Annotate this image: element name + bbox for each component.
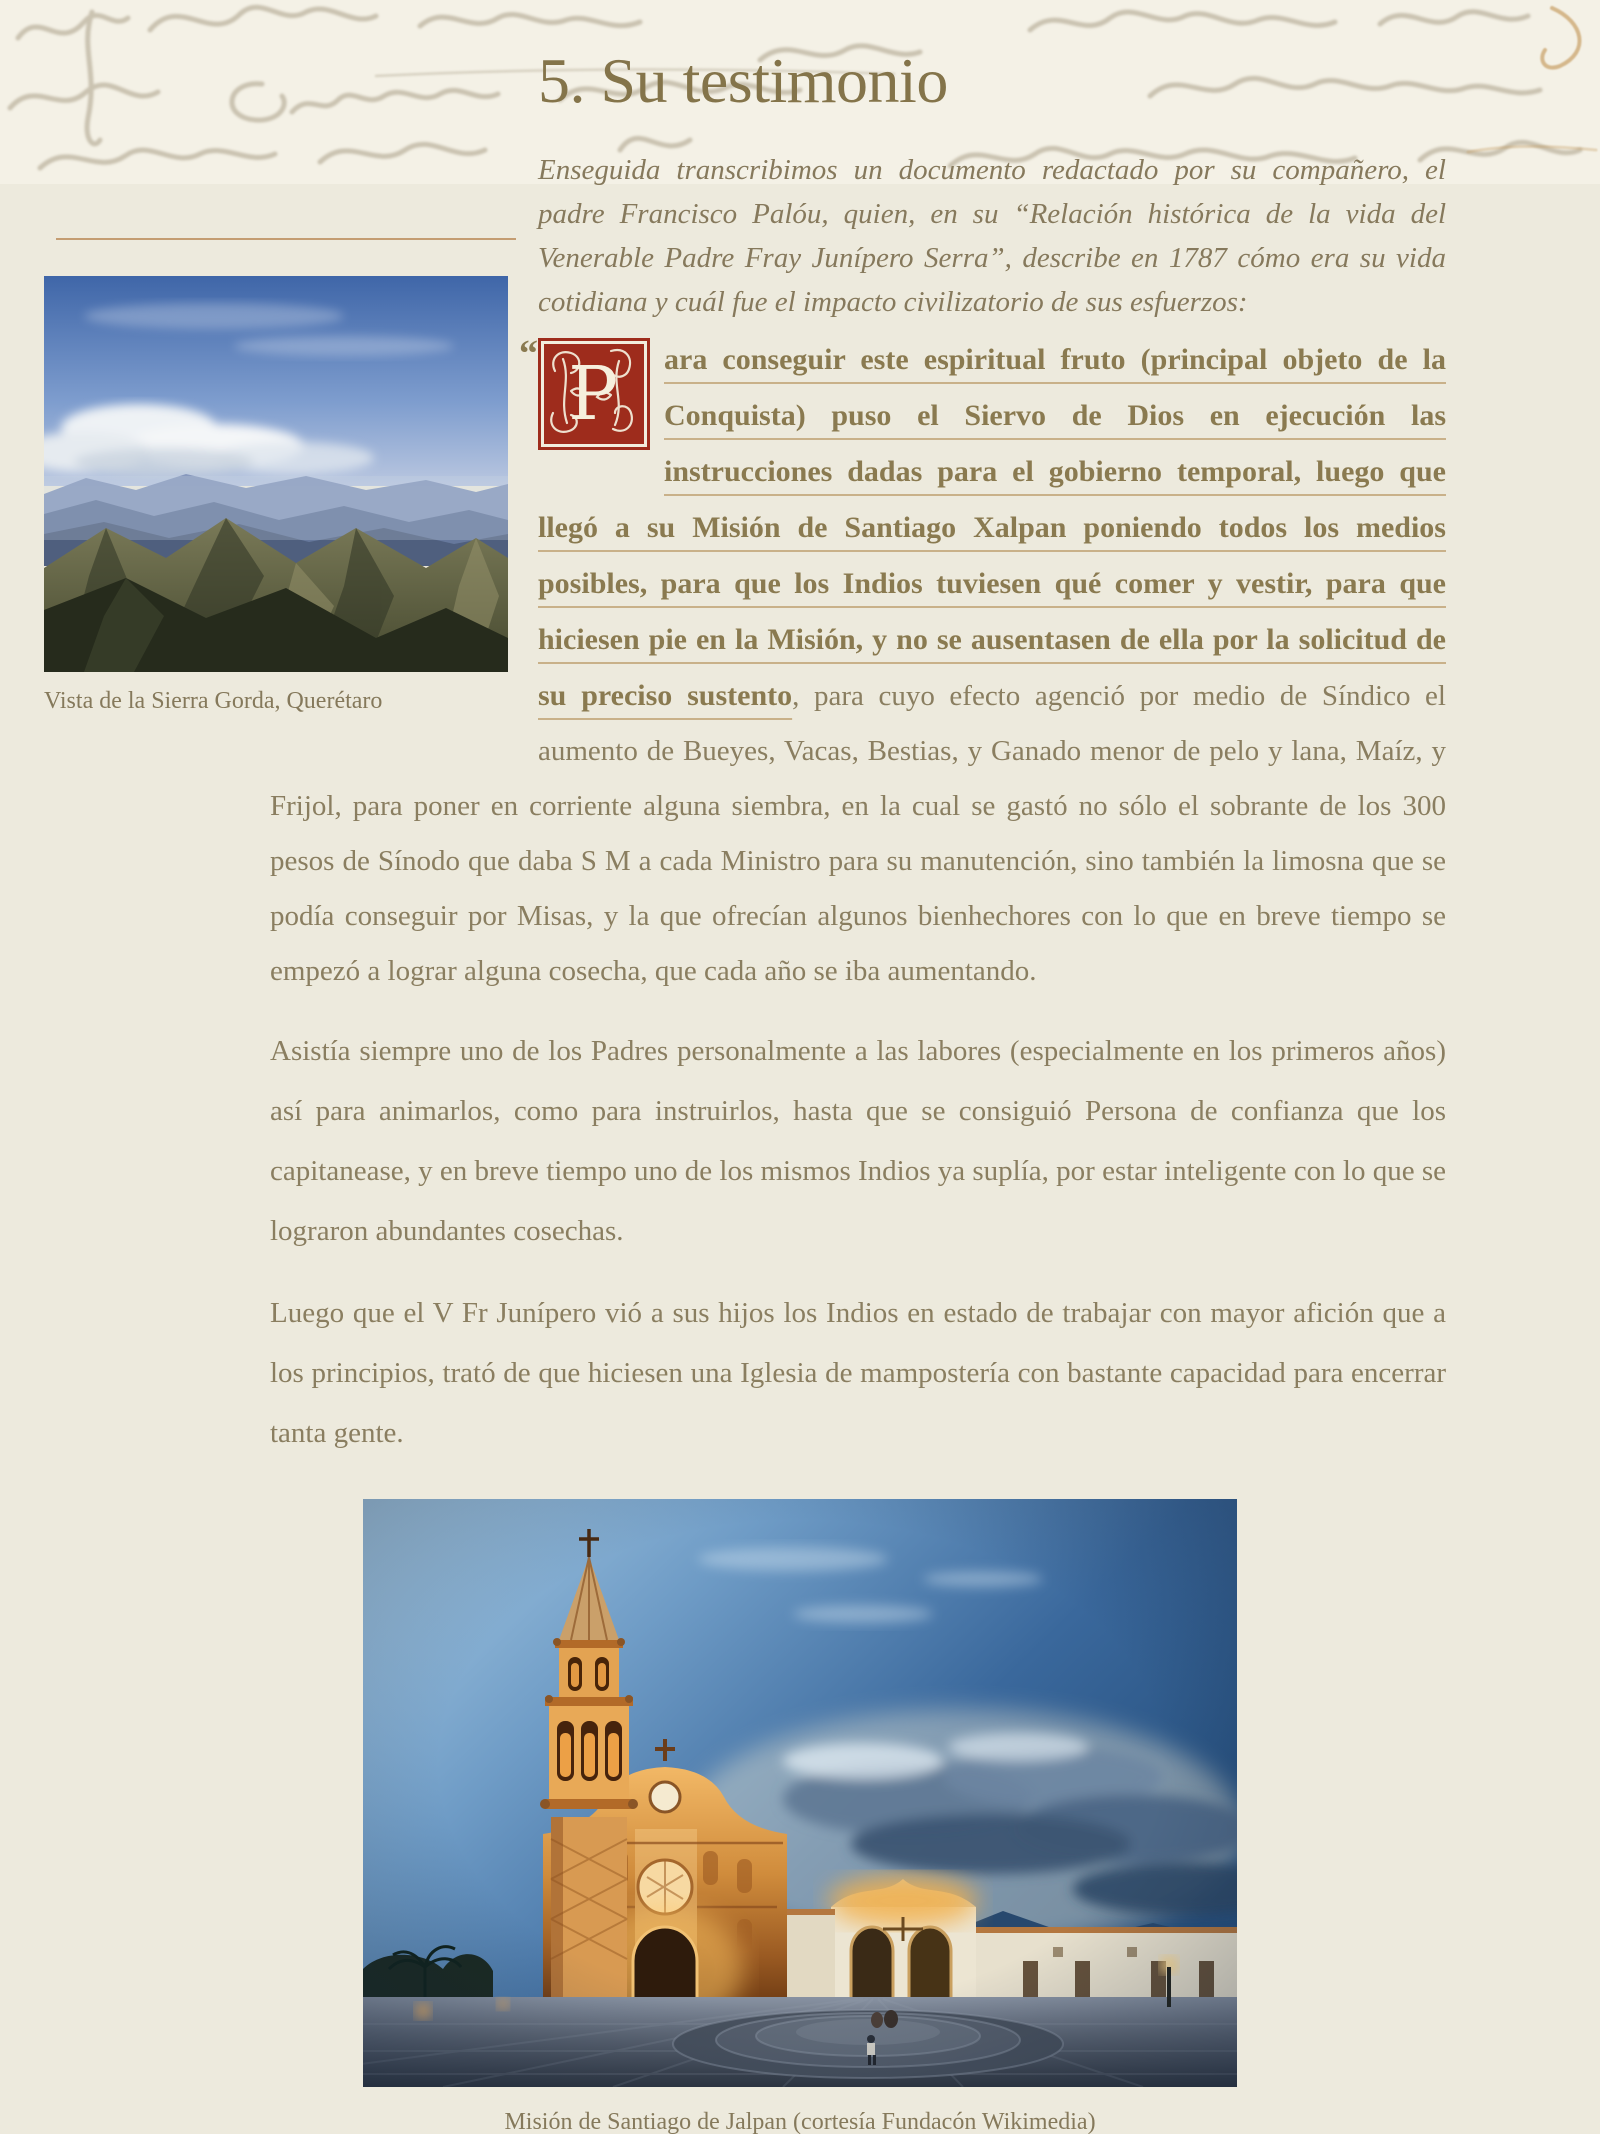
sierra-caption: Vista de la Sierra Gorda, Querétaro	[44, 688, 383, 714]
jalpan-mission-photo	[363, 1499, 1237, 2087]
quote-regular-text: , para cuyo efecto agenció por medio de Síndico el aumento de Bueyes, Vacas, Bestias, y Ganado menor de pelo y lana, Maíz, y Frijol, para poner en corriente alguna siembra, en la cual se gastó no sólo el sobrante de los 300 pesos de Sínodo que daba S M a cada Ministro para su manutención, sino también la limosna que se podía conseguir por Misas, y la que ofrecían algunos bienhechores con lo que en breve tiempo se empezó a lograr alguna cosecha, que cada año se iba aumentando.	[270, 680, 1446, 987]
drop-cap-ornament	[541, 341, 641, 441]
quote-bold-text: ara conseguir este espiritual fruto (principal objeto de la Conquista) puso el Siervo de Dios en ejecución las instrucciones dadas para el gobierno temporal, luego que llegó a su Misión de Santiago Xalpan poniendo todos los medios posibles, para que los Indios tuviesen qué comer y vestir, para que hiciesen pie en la Misión, y no se ausentasen de ella por la solicitud de su preciso sustento	[538, 343, 1446, 712]
page-title: 5. Su testimonio	[538, 45, 948, 116]
drop-cap	[519, 333, 650, 450]
photo-float-spacer	[270, 148, 538, 748]
drop-cap-letter: P	[568, 351, 618, 437]
jalpan-caption: Misión de Santiago de Jalpan (cortesía Fundacón Wikimedia)	[504, 2109, 1096, 2134]
body-paragraph: Luego que el V Fr Junípero vió a sus hijos los Indios en estado de trabajar con mayor afición que a los principios, trató de que hiciesen una Iglesia de mampostería con bastante capacidad para encerrar tanta gente.	[270, 1297, 1446, 1449]
article-content	[270, 148, 1446, 2134]
jalpan-figure	[363, 1499, 1237, 2134]
body-paragraph: Asistía siempre uno de los Padres personalmente a las labores (especialmente en los primeros años) así para animarlos, como para instruirlos, hasta que se consiguió Persona de confianza que los capitanease, y en breve tiempo uno de los mismos Indios ya suplía, por estar inteligente con lo que se lograron abundantes cosechas.	[270, 1035, 1446, 1247]
open-quote-mark: “	[519, 333, 538, 375]
intro-paragraph: Enseguida transcribimos un documento redactado por su compañero, el padre Francisco Palóu, quien, en su “Relación histórica de la vida del Venerable Padre Fray Junípero Serra”, describe en 1787 cómo era su vida cotidiana y cuál fue el impacto civilizatorio de sus esfuerzos:	[538, 154, 1446, 318]
